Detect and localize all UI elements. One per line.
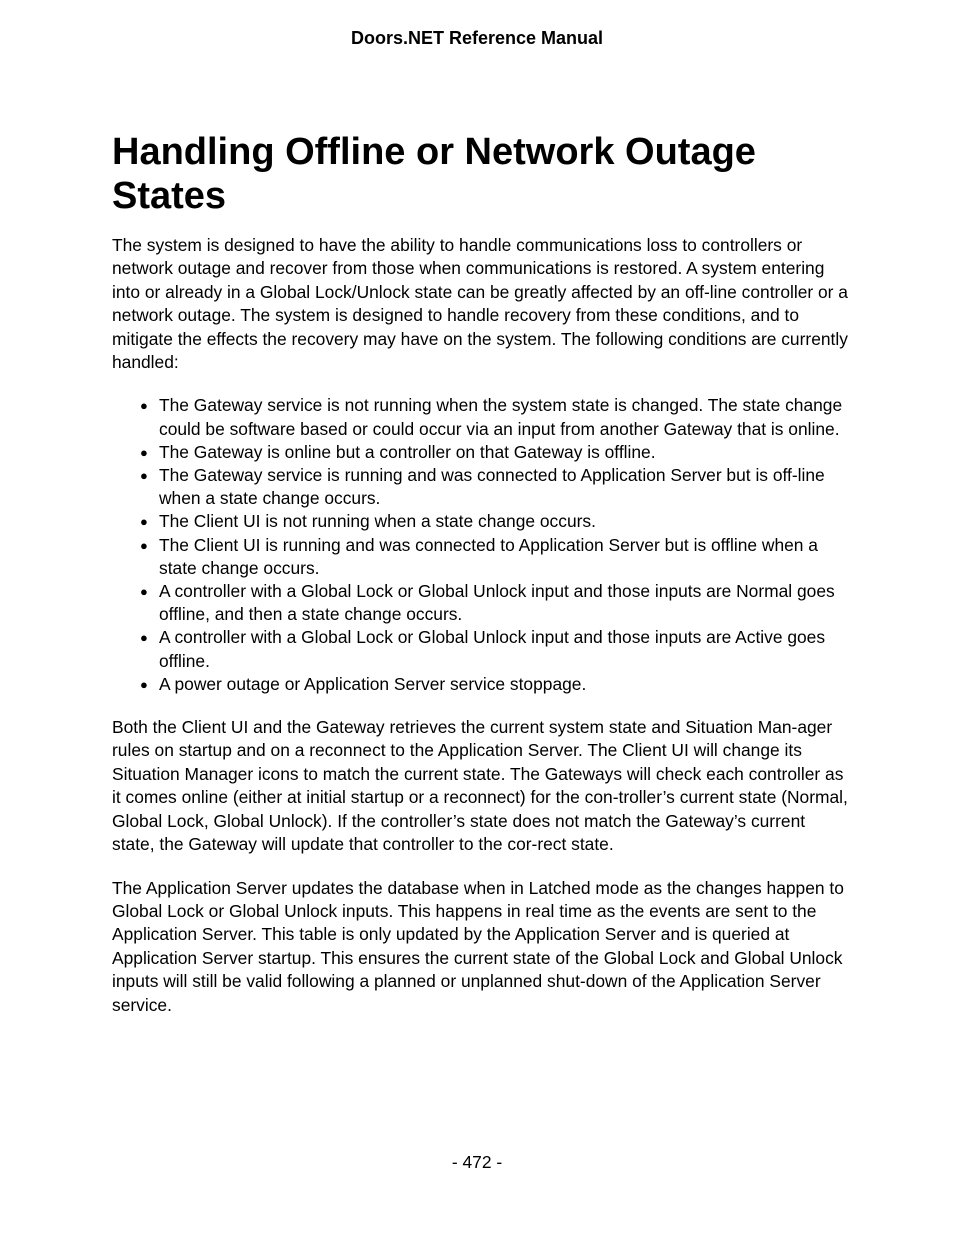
bullet-icon: ●: [140, 514, 148, 530]
bullet-icon: ●: [140, 584, 148, 600]
page-content: [112, 130, 848, 1037]
bullet-icon: ●: [140, 468, 148, 484]
list-item: ● The Gateway is online but a controller on that Gateway is offline.: [159, 441, 848, 464]
list-item: ● The Client UI is running and was connected to Application Server but is offline when a state change occurs.: [140, 534, 818, 578]
list-item: ● The Gateway service is running and was connected to Application Server but is off-line when a state change occurs.: [140, 465, 825, 509]
page-number: - 472 -: [451, 1152, 503, 1172]
running-header: Doors.NET Reference Manual: [350, 28, 604, 48]
list-item: ● The Client UI is not running when a state change occurs.: [159, 510, 848, 533]
bullet-icon: ●: [140, 398, 148, 414]
list-item: ● A controller with a Global Lock or Global Unlock input and those inputs are Active goes offline.: [140, 627, 826, 671]
list-item: ● A controller with a Global Lock or Global Unlock input and those inputs are Normal goes offline, and then a state change occurs.: [140, 581, 835, 625]
body-paragraph-3: The Application Server updates the database when in Latched mode as the changes happen to Global Lock or Global Unlock inputs. This happens in real time as the events are sent to the Application Server. This table is only updated by the Application Server and is queried at Application Server startup. This ensures the current state of the Global Lock and Global Unlock inputs will still be valid following a planned or unplanned shut-down of the Application Server service.: [112, 877, 844, 1015]
bullet-icon: ●: [140, 537, 148, 553]
intro-paragraph: The system is designed to have the ability to handle communications loss to controllers or network outage and recover from those when communications is restored. A system entering into or already in a Global Lock/Unlock state can be greatly affected by an off-line controller or a network outage. The system is designed to handle recovery from these conditions, and to mitigate the effects the recovery may have on the system. The following conditions are currently handled:: [112, 235, 848, 373]
conditions-list: [112, 394, 848, 696]
bullet-icon: ●: [140, 676, 148, 692]
section-heading: Handling Offline or Network Outage States: [112, 131, 756, 217]
body-paragraph-2: Both the Client UI and the Gateway retrieves the current system state and Situation Man-ager rules on startup and on a reconnect to the Application Server. The Client UI will change its Situation Manager icons to match the current state. The Gateways will check each controller as it comes online (either at initial startup or a reconnect) for the con-troller’s current state (Normal, Global Lock, Global Unlock). If the controller’s state does not match the Gateway’s current state, the Gateway will update that controller to the cor-rect state.: [112, 717, 848, 855]
bullet-icon: ●: [140, 630, 148, 646]
list-item: ● A power outage or Application Server service stoppage.: [159, 673, 848, 696]
list-item: ● The Gateway service is not running when the system state is changed. The state change could be software based or could occur via an input from another Gateway that is online.: [140, 395, 843, 439]
bullet-icon: ●: [140, 444, 148, 460]
